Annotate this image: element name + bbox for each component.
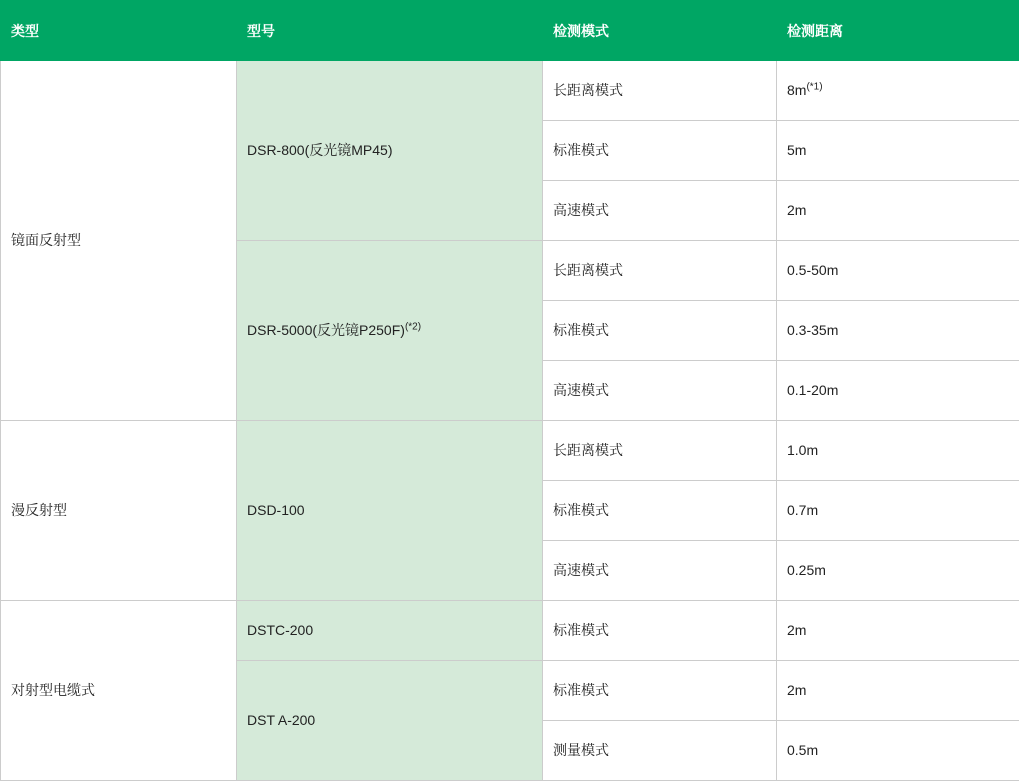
cell-detection-distance xyxy=(777,661,1019,721)
table-row xyxy=(1,421,1019,481)
column-header-model: 型号 xyxy=(237,1,543,61)
cell-detection-distance xyxy=(777,721,1019,781)
cell-model xyxy=(237,241,543,421)
cell-detection-distance xyxy=(777,421,1019,481)
cell-detection-mode: 长距离模式 xyxy=(543,241,777,301)
cell-detection-mode: 标准模式 xyxy=(543,301,777,361)
distance-value: 0.5m xyxy=(787,742,818,758)
distance-value: 0.7m xyxy=(787,502,818,518)
cell-model xyxy=(237,61,543,241)
cell-type: 漫反射型 xyxy=(1,421,237,601)
cell-detection-distance xyxy=(777,301,1019,361)
distance-value: 8m xyxy=(787,82,806,98)
table-row xyxy=(1,601,1019,661)
distance-footnote-marker: (*1) xyxy=(806,81,822,92)
cell-detection-distance xyxy=(777,541,1019,601)
model-label: DSR-5000(反光镜P250F) xyxy=(247,322,405,338)
cell-detection-mode: 标准模式 xyxy=(543,601,777,661)
table-body xyxy=(1,61,1019,781)
distance-value: 2m xyxy=(787,622,806,638)
cell-detection-distance xyxy=(777,481,1019,541)
cell-detection-distance xyxy=(777,241,1019,301)
cell-detection-mode: 测量模式 xyxy=(543,721,777,781)
cell-detection-mode: 高速模式 xyxy=(543,361,777,421)
cell-detection-mode: 长距离模式 xyxy=(543,61,777,121)
distance-value: 0.25m xyxy=(787,562,826,578)
table-header-row xyxy=(1,1,1019,61)
distance-value: 5m xyxy=(787,142,806,158)
cell-detection-distance xyxy=(777,61,1019,121)
cell-detection-mode: 长距离模式 xyxy=(543,421,777,481)
distance-value: 1.0m xyxy=(787,442,818,458)
model-label: DSD-100 xyxy=(247,502,305,518)
model-label: DST A-200 xyxy=(247,712,315,728)
cell-model xyxy=(237,601,543,661)
cell-detection-distance xyxy=(777,181,1019,241)
column-header-detection-distance: 检测距离 xyxy=(777,1,1019,61)
cell-detection-mode: 高速模式 xyxy=(543,541,777,601)
distance-value: 2m xyxy=(787,202,806,218)
cell-detection-mode: 标准模式 xyxy=(543,121,777,181)
cell-detection-mode: 标准模式 xyxy=(543,481,777,541)
cell-detection-mode: 高速模式 xyxy=(543,181,777,241)
cell-type: 镜面反射型 xyxy=(1,61,237,421)
column-header-detection-mode: 检测模式 xyxy=(543,1,777,61)
distance-value: 2m xyxy=(787,682,806,698)
cell-detection-distance xyxy=(777,121,1019,181)
model-label: DSR-800(反光镜MP45) xyxy=(247,142,392,158)
cell-model xyxy=(237,661,543,781)
cell-type: 对射型电缆式 xyxy=(1,601,237,781)
distance-value: 0.1-20m xyxy=(787,382,838,398)
cell-detection-distance xyxy=(777,361,1019,421)
cell-model xyxy=(237,421,543,601)
table-header xyxy=(1,1,1019,61)
column-header-type: 类型 xyxy=(1,1,237,61)
cell-detection-mode: 标准模式 xyxy=(543,661,777,721)
cell-detection-distance xyxy=(777,601,1019,661)
distance-value: 0.5-50m xyxy=(787,262,838,278)
model-footnote-marker: (*2) xyxy=(405,321,421,332)
table-row xyxy=(1,61,1019,121)
model-label: DSTC-200 xyxy=(247,622,313,638)
distance-value: 0.3-35m xyxy=(787,322,838,338)
